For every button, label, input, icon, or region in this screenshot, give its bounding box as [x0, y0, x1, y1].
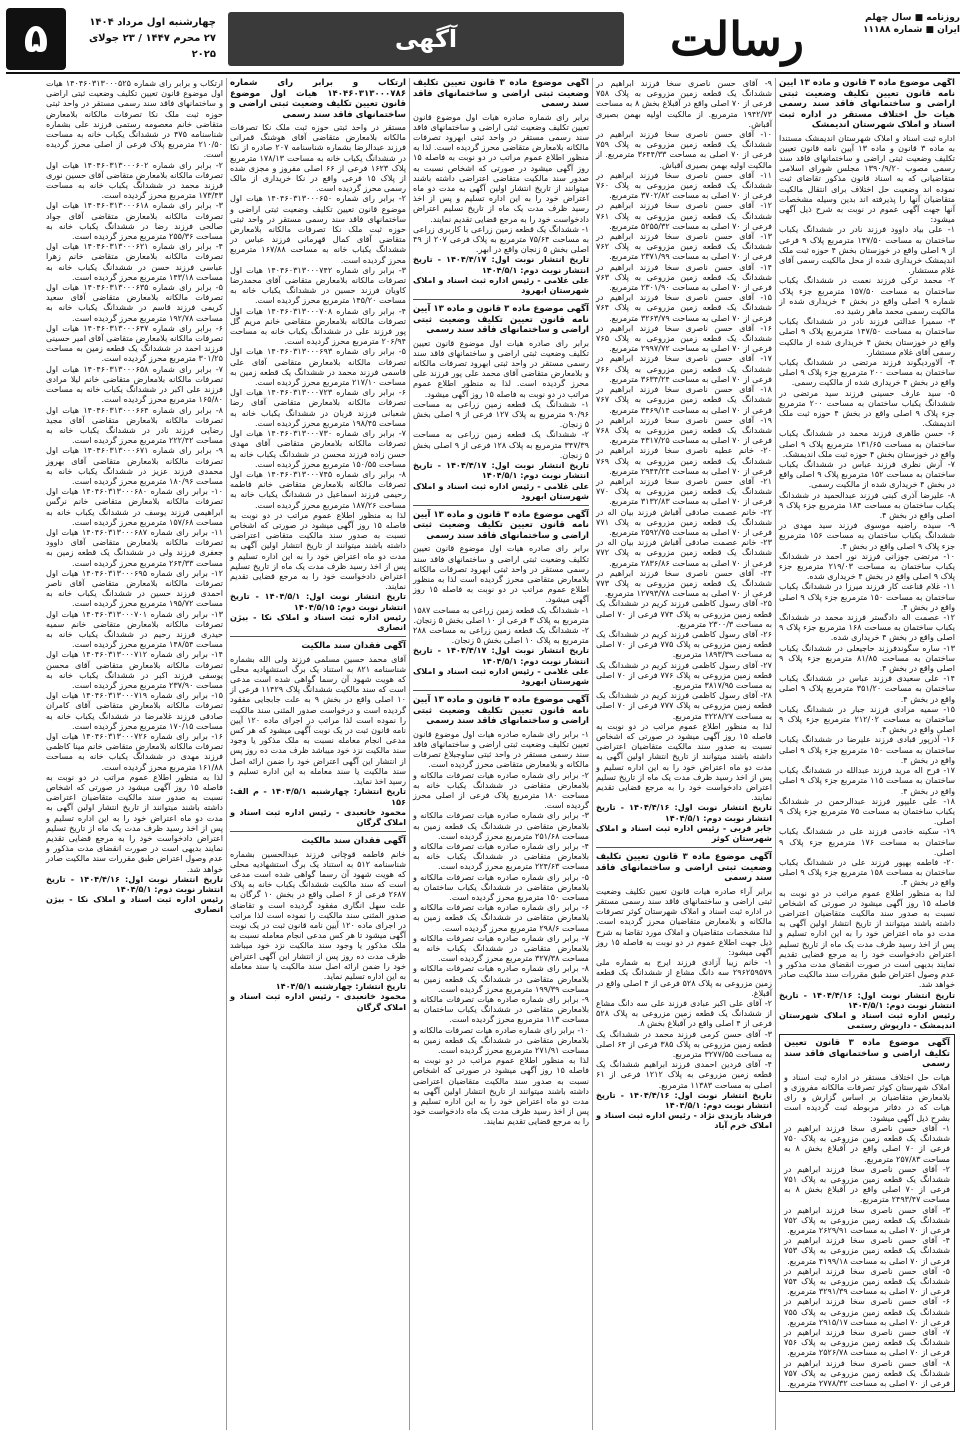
column-4 — [226, 78, 409, 1430]
ad-item: ۱۱- غلام قناعت کار فرزند میرزا در ششدانگ یکباب ساختمان به مساحت ۱۵۰ مترمربع جزء پلاک ۹ اصلی واقع در بخش ۴. — [779, 581, 955, 612]
ad-item: ۸- برابر رای شماره صادره هیات تصرفات مالکانه و بلامعارض متقاضی در ششدانگ یک قطعه زمین به مساحت ۱۹۹/۳۹ مترمربع محرز گردیده است. — [413, 963, 589, 994]
ad-item: ۵- برابر رای شماره ۱۴۰۴۶۰۳۱۳۰۰۰۶۹۳ هیات اول تصرفات مالکانه بلامعارض متقاضی آقای علی قاسمی فرزند محمد در ششدانگ یک قطعه زمین به مساحت ۲۱۷/۱۰ مترمربع محرز گردیده است. — [230, 346, 407, 388]
ad-text: خانم فاطمه قوچانی فرزند عبدالحسین بشماره شناسنامه ۵۱۲ به استناد یک برگ استشهادیه محلی که هویت شهود آن رسما گواهی شده است مدعی است که سند مالکیت ششدانگ یکباب خانه به پلاک ۲۶۸۷ فرعی از ۶ اصلی واقع در بخش ۱۰ گرگان به علت سهل انگاری مفقود گردیده است و تقاضای صدور المثنی سند مالکیت را نموده است لذا مراتب در اجرای ماده ۱۲۰ آیین نامه قانون ثبت در یک نوبت آگهی میشود تا هر کس مدعی انجام معامله نسبت به ملک مذکور یا وجود سند مالکیت نزد خود میباشد ظرف مدت ده روز پس از انتشار این آگهی اعتراض خود را ضمن ارائه اصل سند مالکیت یا سند معامله به این اداره تسلیم نماید. — [230, 848, 406, 982]
ad-item: ۱۵- برابر رای شماره ۱۴۰۴۶۰۳۱۳۰۰۰۷۱۹ هیات اول تصرفات مالکانه بلامعارض متقاضی آقای کامران صادقی فرزند غلامرضا در ششدانگ یکباب خانه به مساحت ۱۷۰/۱۵ مترمربع محرز گردیده است. — [46, 690, 223, 731]
ad-intro: ارتکاب و برابر رای شماره ۱۴۰۴۶۰۳۱۳۰۰۰۵۲۵ هیات اول موضوع قانون تعیین تکلیف وضعیت ثبتی اراضی و ساختمانهای فاقد سند رسمی مستقر در واحد ثبتی حوزه ثبت ملک نکا تصرفات مالکانه بلامعارض متقاضی خانم معصومه رستمی فرزند علی بشماره شناسنامه ۴۷۵ در ششدانگ یکباب خانه به مساحت ۲۱۰/۵۰ مترمربع پلاک فرعی از اصلی محرز گردیده است. — [46, 78, 223, 160]
dates — [66, 8, 220, 70]
ad-block — [230, 641, 406, 827]
ad-item: ۷- آرش نظری فرزند عباس در ششدانگ یکباب ساختمان به مساحت ۱۵۲ مترمربع پلاک ۹ اصلی واقع در بخش ۴ خریداری شده از مالکیت رسمی. — [779, 459, 955, 490]
ad-outro: لذا به منظور اطلاع عموم مراتب در دو نوبت به فاصله ۱۵ روز آگهی میشود در صورتی که اشخاص نسبت به صدور سند مالکیت متقاضیان اعتراضی داشته باشند میتوانند از تاریخ انتشار اولین آگهی به مدت دو ماه اعتراض خود را به این اداره تسلیم و پس از اخذ رسید ظرف مدت یک ماه از تاریخ تسلیم اعتراض دادخواست خود را به مرجع قضایی تقدیم نمایند بدیهی است در صورت انقضای مدت مذکور و عدم وصول اعتراض طبق مقررات سند مالکیت صادر خواهد شد. — [779, 887, 955, 990]
ad-item: ۸- برابر رای شماره ۱۴۰۴۶۰۳۱۳۰۰۰۶۶۴ هیات اول تصرفات مالکانه بلامعارض متقاضی آقای مجید رضایی فرزند نادر در ششدانگ یکباب خانه به مساحت ۲۲۲/۴۲ مترمربع محرز گردیده است. — [46, 404, 224, 446]
ad-title: آگهی موضوع ماده ۳ قانون و ماده ۱۳ آیین نامه قانون تعیین تکلیف وضعیت ثبتی اراضی و ساختمانهای فاقد سند رسمی هیات حل اختلاف مستقر در اداره ثبت اسناد و املاک شهرستان اندیمشک — [779, 78, 955, 130]
ad-dates: تاریخ انتشار نوبت اول: ۱۴۰۴/۴/۱۶ - تاریخ انتشار نوبت دوم: ۱۴۰۴/۵/۱ — [46, 873, 224, 895]
ad-item: ۳- برابر رای شماره ۱۴۰۴۶۰۳۱۳۰۰۰۶۱۸ هیات اول تصرفات مالکانه بلامعارض متقاضی آقای جواد صالحی فرزند رضا در ششدانگ یکباب خانه به مساحت ۲۵۵/۳۶ مترمربع محرز گردیده است. — [46, 200, 224, 242]
ad-signature: علی غلامی - رئیس اداره ثبت اسناد و املاک شهرستان ابهرود — [413, 665, 589, 687]
ad-item: ۱۷- فرح اله مرید فرزند عبدالله در ششدانگ یکباب ساختمان به مساحت ۱۱۵ مترمربع جزء پلاک ۹ اصلی واقع در بخش ۴. — [779, 765, 955, 796]
ad-item: ۱۱- برابر رای شماره ۱۴۰۴۶۰۳۱۳۰۰۰۶۸۷ هیات اول تصرفات مالکانه بلامعارض متقاضی آقای داوود جعفری فرزند ولی در ششدانگ یک قطعه زمین به مساحت ۲۶۴/۳۳ مترمربع محرز گردیده است. — [46, 526, 223, 568]
ad-item: ۱- آقای حسن ناصری سخا فرزند ابراهیم در ششدانگ یک قطعه زمین مزروعی به پلاک ۷۵۰ فرعی از ۷۰ اصلی واقع در آقبلاغ بخش ۸ به مساحت ۲۵۷/۸۳ مترمربع. — [784, 1122, 950, 1164]
ad-item: ۲۷- آقای رسول کاظمی فرزند کریم در ششدانگ یک قطعه زمین مزروعی به پلاک ۷۷۶ فرعی از ۷۰ اصلی به مساحت ۳۸۱۷/۹۵ مترمربع. — [596, 659, 773, 690]
ad-dates: تاریخ انتشار نوبت اول: ۱۴۰۴/۴/۱۶ - تاریخ انتشار نوبت دوم: ۱۴۰۴/۵/۱ — [596, 802, 772, 823]
ad-item: ۱۵- آقای حسن ناصری سخا فرزند ابراهیم در ششدانگ یک قطعه زمین مزروعی به پلاک ۷۶۴ فرعی از ۷۰ اصلی به مساحت ۳۲۶۳/۷۹ مترمربع. — [596, 292, 772, 323]
ad-item: ۸- علیرضا آذری کبنی فرزند عبدالحمید در ششدانگ یکباب ساختمان به مساحت ۱۸۴ مترمربع جزء پلاک ۹ اصلی واقع در بخش ۴. — [779, 489, 956, 521]
section-banner — [228, 12, 624, 66]
ad-item: ۱۷- آقای حسن ناصری سخا فرزند ابراهیم در ششدانگ یک قطعه زمین مزروعی به پلاک ۷۶۶ فرعی از ۷۰ اصلی به مساحت ۳۶۳۴/۲۴ مترمربع. — [596, 353, 772, 384]
ad-item: ۷- آقای حسن ناصری سخا فرزند ابراهیم در ششدانگ یک قطعه زمین مزروعی به پلاک ۷۵۶ فرعی از ۷۰ اصلی به مساحت ۲۵۲۶/۷۸ مترمربع. — [784, 1326, 950, 1358]
ad-item: ۲۳- خانم عصمت صادقی آقباش فرزند بیان اله در ششدانگ یک قطعه زمین مزروعی به پلاک ۷۷۲ فرعی از ۷۰ اصلی به مساحت ۲۸۳۶/۸۶ مترمربع. — [596, 537, 772, 568]
ad-dates: تاریخ انتشار: چهارشنبه ۱۴۰۴/۵/۱ — [275, 981, 406, 992]
ad-item: ۲- آقای حسن ناصری سخا فرزند ابراهیم در ششدانگ یک قطعه زمین مزروعی به پلاک ۷۵۱ فرعی از ۷۰ اصلی واقع در آقبلاغ بخش ۸ به مساحت ۲۴۹۳/۴۷ مترمربع. — [784, 1163, 950, 1205]
ad-item: ۹- برابر رای شماره ۱۴۰۴۶۰۳۱۳۰۰۰۶۷۱ هیات اول تصرفات مالکانه بلامعارض متقاضی آقای بهروز محمدی فرزند عزیز در ششدانگ یکباب خانه به مساحت ۱۸۰/۹۶ مترمربع محرز گردیده است. — [46, 445, 224, 486]
ad-dates: تاریخ انتشار نوبت اول: ۱۴۰۴/۵/۱ - تاریخ انتشار نوبت دوم: ۱۴۰۴/۵/۱۵ — [230, 591, 407, 612]
ad-intro: برابر رای صادره هیات اول موضوع قانون تعیین تکلیف وضعیت ثبتی اراضی و ساختمانهای فاقد سند رسمی مستقر در واحد ثبتی ابهرود تصرفات مالکانه بلامعارض متقاضی محرز گردیده است لذا به منظور اطلاع عموم مراتب در دو نوبت به فاصله ۱۵ روز آگهی میشود. — [413, 543, 589, 605]
ad-item: ۱۸- علی علیپور فرزند عبدالرحمن در ششدانگ یکباب ساختمان به مساحت ۷۵ مترمربع جزء پلاک ۹ اصلی. — [779, 795, 956, 827]
ad-dates: تاریخ انتشار نوبت اول: ۱۴۰۴/۴/۱۶ - تاریخ انتشار نوبت دوم: ۱۴۰۴/۵/۱ — [779, 989, 955, 1010]
ad-item: ۴- آلاوردیگوند فرزند مرتضی در ششدانگ یکباب ساختمان به مساحت ۲۰۰ مترمربع جزء پلاک ۹ اصلی واقع در بخش ۴ خریداری شده از مالکیت رسمی. — [779, 356, 955, 388]
column-5 — [43, 78, 226, 1430]
ad-block — [779, 78, 955, 1030]
ad-signature: علی غلامی - رئیس اداره ثبت اسناد و املاک شهرستان ابهرود — [413, 274, 589, 295]
masthead — [6, 8, 960, 70]
ad-item: ۱- ششدانگ یک قطعه زمین زراعی با کاربری زراعی به مساحت ۷۵/۶۴ مترمربع به پلاک فرعی ۲۰۷ از ۴۹ اصلی بخش ۵ زنجان واقع در ابهر. — [413, 223, 589, 255]
ad-intro: برابر آراء صادره هیات قانون تعیین تکلیف وضعیت ثبتی اراضی و ساختمانهای فاقد سند رسمی مستقر در اداره ثبت اسناد و املاک شهرستان کوثر تصرفات مالکانه و بلامعارض متقاضیان محرز گردیده است. لذا مشخصات متقاضیان و املاک مورد تقاضا به شرح ذیل جهت اطلاع عموم در دو نوبت به فاصله ۱۵ روز آگهی میشود: — [596, 885, 772, 957]
issue-info — [842, 8, 960, 70]
ad-item: ۱- علی بیاد داوود فرزند نادر در ششدانگ یکباب ساختمان به مساحت ۱۴۷/۵۰ مترمربع پلاک ۹ فرعی از ۹ اصلی واقع در خوزستان بخش ۴ حوزه ثبت ملک اندیمشک خریداری شده از محل مالکیت رسمی آقای غلام مستشار. — [779, 224, 956, 276]
ad-divider — [230, 636, 406, 637]
ad-block — [596, 78, 772, 843]
ad-block — [413, 695, 589, 1126]
ad-item: ۲۸- آقای رسول کاظمی فرزند کریم در ششدانگ یک قطعه زمین مزروعی به پلاک ۷۷۷ فرعی از ۷۰ اصلی به مساحت ۴۲۲۸/۲۷ مترمربع. — [596, 690, 773, 721]
ad-item: ۴- آقای فردین احمدی فرزند ابراهیم ششدانگ یک قطعه زمین مزروعی به پلاک ۱۲۱۲ فرعی از ۶۱ اصلی به مساحت ۱۱۳۸۳ مترمربع. — [596, 1059, 773, 1090]
ad-item: ۱۰- برابر رای شماره ۱۴۰۴۶۰۳۱۳۰۰۰۶۸۰ هیات اول تصرفات مالکانه بلامعارض متقاضی خانم نرگس ابراهیمی فرزند یوسف در ششدانگ یکباب خانه به مساحت ۱۵۷/۶۸ مترمربع محرز گردیده است. — [46, 486, 223, 527]
ad-item: ۱۶- آذرپور قبادی فرزند علیرضا در ششدانگ یکباب ساختمان به مساحت ۱۵۰ مترمربع جزء پلاک ۹ اصلی واقع در بخش ۴. — [779, 734, 955, 765]
column-1 — [775, 78, 958, 1430]
ad-signature: رئیس اداره ثبت اسناد و املاک نکا - بیژن انصاری — [46, 894, 223, 915]
ad-item: ۲- آقای علی اکبر عبادی فرزند علی سه دانگ مشاع از ششدانگ یک قطعه زمین مزروعی به پلاک ۵۲۸ فرعی از ۴ اصلی واقع در آقبلاغ بخش ۸. — [596, 997, 772, 1029]
ad-item: ۲۶- آقای رسول کاظمی فرزند کریم در ششدانگ یک قطعه زمین مزروعی به پلاک ۷۷۵ فرعی از ۷۰ اصلی به مساحت ۱۸۹۳/۳۹ مترمربع. — [596, 628, 773, 660]
ad-item: ۶- برابر رای شماره ۱۴۰۴۶۰۳۱۳۰۰۰۶۴۷ هیات اول تصرفات مالکانه بلامعارض متقاضی آقای امیر حسینی فرزند احمد در ششدانگ یک قطعه زمین به مساحت ۳۰۱/۲۵ مترمربع محرز گردیده است. — [46, 322, 224, 364]
column-2 — [592, 78, 775, 1430]
ad-item: ۷- برابر رای شماره صادره هیات تصرفات مالکانه و بلامعارض متقاضی در ششدانگ یکباب خانه به مساحت ۳۲۷/۳۸ مترمربع محرز گردیده است. — [413, 932, 589, 964]
ad-signature: محمود خانعبدی - رئیس اداره ثبت اسناد و املاک گرگان — [230, 991, 406, 1012]
ad-item: ۵- سید عارف حسینی فرزند سید مرتضی در ششدانگ یکباب ساختمان به مساحت ۲۰۰ مترمربع جزء پلاک ۹ اصلی واقع در بخش ۴ حوزه ثبت ملک اندیمشک. — [779, 387, 955, 429]
ad-title: ارتکاب و برابر رای شماره ۱۴۰۴۶۰۳۱۳۰۰۰۷۸۶ هیات اول موضوع قانون تعیین تکلیف وضعیت ثبتی اراضی و ساختمانهای فاقد سند رسمی — [230, 78, 406, 120]
ad-title: آگهی فقدان سند مالکیت — [301, 836, 406, 847]
ad-item: ۱۴- علی سعیدی فرزند عباس در ششدانگ یکباب ساختمان به مساحت ۳۵۱/۲۰ مترمربع پلاک ۹ اصلی واقع در بخش ۴. — [779, 673, 955, 704]
ad-item: ۱۲- آقای حسن ناصری سخا فرزند ابراهیم در ششدانگ یک قطعه زمین مزروعی به پلاک ۷۶۱ فرعی از ۷۰ اصلی به مساحت ۵۲۵۵/۳۲ مترمربع. — [596, 200, 772, 231]
date-line-2: ۲۷ محرم ۱۴۴۷ / ۲۳ جولای ۲۰۲۵ — [89, 33, 216, 60]
ad-block — [596, 852, 772, 1130]
ad-item: ۵- برابر رای شماره صادره هیات تصرفات مالکانه و بلامعارض متقاضی در ششدانگ یکباب ساختمان به مساحت ۱۵۰ مترمربع محرز گردیده است. — [413, 871, 589, 902]
ad-dates: تاریخ انتشار نوبت اول: ۱۴۰۴/۴/۱۷ - تاریخ انتشار نوبت دوم: ۱۴۰۴/۵/۱ — [413, 254, 589, 275]
ad-item: ۹- سیده راضیه موسوی فرزند سید مهدی در ششدانگ یکباب ساختمان به مساحت ۱۵۶ مترمربع جزء پلاک ۹ اصلی واقع در بخش ۴. — [779, 520, 955, 551]
ad-item: ۱۳- آقای حسن ناصری سخا فرزند ابراهیم در ششدانگ یک قطعه زمین مزروعی به پلاک ۷۶۲ فرعی از ۷۰ اصلی به مساحت ۲۳۷۱/۹۹ مترمربع. — [596, 231, 772, 262]
ad-item: ۹- آقای حسن ناصری سخا فرزند ابراهیم در ششدانگ یک قطعه زمین مزروعی به پلاک ۷۵۸ فرعی از ۷۰ اصلی واقع در آقبلاغ بخش ۸ به مساحت ۱۹۴۲/۷۳ مترمربع. از مالکیت اولیه بهمن بصیری آقباش. — [596, 78, 772, 129]
ad-divider — [596, 847, 772, 848]
ad-item: ۴- آقای حسن ناصری سخا فرزند ابراهیم در ششدانگ یک قطعه زمین مزروعی به پلاک ۷۵۳ فرعی از ۷۰ اصلی به مساحت ۴۱۹۹/۱۸ مترمربع. — [784, 1235, 950, 1266]
ad-intro: هیات حل اختلاف مستقر در اداره ثبت اسناد و املاک شهرستان کوثر تصرفات مالکانه مفروزی و بلامعارض متقاضیان بر اساس گزارش و رای هیات که در دفاتر مربوطه ثبت گردیده است بشرح ذیل آگهی میشود: — [784, 1071, 950, 1123]
section-title: آگهی — [394, 25, 458, 53]
page-number: ۵ — [6, 8, 66, 70]
ad-item: ۱۳- ساره سگوندفرزند حاجیعلی در ششدانگ یکباب ساختمان به مساحت ۸۱/۸۵ مترمربع جزء پلاک ۹ اصلی واقع در بخش ۴. — [779, 642, 955, 674]
ad-item: ۱۹- آقای حسن ناصری سخا فرزند ابراهیم در ششدانگ یک قطعه زمین مزروعی به پلاک ۷۶۸ فرعی از ۷۰ اصلی به مساحت ۴۳۱۷/۲۵ مترمربع. — [596, 414, 772, 446]
ad-title: آگهی موضوع ماده ۳ قانون و ماده ۱۳ آیین نامه قانون تعیین تکلیف وضعیت ثبتی اراضی و ساختمانهای فاقد سند رسمی — [413, 304, 589, 336]
ad-outro: لذا به منظور اطلاع عموم مراتب در دو نوبت به فاصله ۱۵ روز آگهی میشود در صورتی که اشخاص نسبت به صدور سند مالکیت متقاضی اعتراضی داشته باشند میتوانند از تاریخ انتشار اولین آگهی به مدت دو ماه اعتراض خود را به این اداره تسلیم و پس از اخذ رسید ظرف مدت یک ماه از تاریخ تسلیم اعتراض دادخواست خود را به مرجع قضایی تقدیم نمایند. — [230, 509, 406, 592]
column-3 — [409, 78, 592, 1430]
ad-item: ۵- برابر رای شماره ۱۴۰۴۶۰۳۱۳۰۰۰۶۳۵ هیات اول تصرفات مالکانه بلامعارض متقاضی آقای سعید کریمی فرزند قاسم در ششدانگ یکباب خانه به مساحت ۱۹۲/۷۸ مترمربع محرز گردیده است. — [46, 282, 224, 323]
ad-title: آگهی موضوع ماده ۳ قانون تعیین تکلیف وضعیت ثبتی اراضی و ساختمانهای فاقد سند رسمی — [596, 852, 772, 884]
ad-item: ۲۰- فاطمه بهپور فرزند علی در ششدانگ یکباب ساختمان به مساحت ۱۵۸ مترمربع جزء پلاک ۹ اصلی واقع در بخش ۴. — [779, 856, 955, 888]
ad-item: ۱۴- آقای حسن ناصری سخا فرزند ابراهیم در ششدانگ یک قطعه زمین مزروعی به پلاک ۷۶۳ فرعی از ۷۰ اصلی به مساحت ۲۳۰۱/۹۰ مترمربع. — [596, 261, 772, 293]
ad-item: ۲- برابر رای شماره صادره هیات تصرفات مالکانه و بلامعارض متقاضی در ششدانگ یکباب خانه به مساحت ۱۸۰ مترمربع پلاک فرعی از اصلی محرز گردیده است. — [413, 769, 590, 811]
ad-signature: رئیس اداره ثبت اسناد و املاک نکا - بیژن انصاری — [230, 611, 406, 632]
logo-box — [632, 8, 842, 70]
ad-columns — [8, 78, 958, 1430]
ad-divider — [230, 831, 406, 832]
ad-intro: مستقر در واحد ثبتی حوزه ثبت ملک نکا تصرفات مالکانه بلامعارض متقاضی آقای هوشنگ قمرانی فرزند عبدالرضا بشماره شناسنامه ۲۰۷ صادره از نکا در ششدانگ یکباب خانه به مساحت ۱۷۸/۱۳ مترمربع پلاک ۱۶۲۳ فرعی از ۶۶ اصلی مفروز و مجزی شده از پلاک ۱۵ فرعی واقع در نکا خریداری از مالک رسمی محرز گردیده است. — [230, 122, 407, 194]
ad-item: ۸- برابر رای شماره ۱۴۰۴۶۰۳۱۳۰۰۰۷۴۵ هیات اول تصرفات مالکانه بلامعارض متقاضی خانم فاطمه رحیمی فرزند اسماعیل در ششدانگ یکباب خانه به مساحت ۱۸۷/۲۶ مترمربع محرز گردیده است. — [230, 468, 407, 510]
ad-block — [779, 1034, 955, 1392]
ad-item: ۱- ششدانگ یک قطعه زمین زراعی به مساحت ۱۵۸۷ مترمربع به پلاک ۳ فرعی از ۱۰ اصلی بخش ۵ زنجان. — [413, 604, 589, 625]
ad-item: ۹- برابر رای شماره صادره هیات تصرفات مالکانه و بلامعارض متقاضی در ششدانگ یکباب ساختمان به مساحت ۱۱۳ مترمربع محرز گردیده است. — [413, 994, 589, 1025]
ad-signature: علی غلامی - رئیس اداره ثبت اسناد و املاک شهرستان ابهرود — [413, 480, 589, 501]
ad-text: آقای محمد حسین مسلمی فرزند ولی الله بشماره شناسنامه ۸۲۱ به استناد یک برگ استشهادیه محلی که هویت شهود آن رسما گواهی شده است مدعی است که سند مالکیت ششدانگ پلاک ۱۱۴۲۹ فرعی از ۱۰ اصلی واقع در بخش ۹ به علت جابجایی مفقود گردیده است و درخواست صدور المثنی سند مالکیت را نموده است لذا مراتب در اجرای ماده ۱۲۰ آیین نامه قانون ثبت در یک نوبت آگهی میشود که هر کس مدعی انجام معامله نسبت به ملک مذکور یا وجود سند مالکیت نزد خود میباشد ظرف مدت ده روز پس از انتشار این آگهی اعتراض خود را ضمن ارائه اصل سند مالکیت یا سند معامله به این اداره تسلیم و رسید اخذ نماید. — [230, 653, 406, 787]
ad-item: ۲۰- خانم عطیه ناصری سخا فرزند ابراهیم در ششدانگ یک قطعه زمین مزروعی به پلاک ۷۶۹ فرعی از ۷۰ اصلی به مساحت ۲۹۴۴/۲۴ مترمربع. — [596, 445, 772, 476]
ad-block — [230, 78, 406, 632]
ad-item: ۱۶- برابر رای شماره ۱۴۰۴۶۰۳۱۳۰۰۰۷۲۶ هیات اول تصرفات مالکانه بلامعارض متقاضی خانم مینا کاظمی فرزند مهدی در ششدانگ یکباب خانه به مساحت ۱۶۱/۸۸ مترمربع محرز گردیده است. — [46, 731, 223, 772]
issue-info-line1: روزنامه ■ سال چهلم — [865, 13, 960, 23]
ad-item: ۶- برابر رای شماره ۱۴۰۴۶۰۳۱۳۰۰۰۷۲۳ هیات اول تصرفات مالکانه بلامعارض متقاضی آقای رضا شعبانی فرزند قربان در ششدانگ یکباب خانه به مساحت ۱۹۸/۴۵ مترمربع محرز گردیده است. — [230, 387, 407, 428]
ad-block — [413, 78, 589, 295]
ad-item: ۷- برابر رای شماره ۱۴۰۴۶۰۳۱۳۰۰۰۶۵۸ هیات اول تصرفات مالکانه بلامعارض متقاضی خانم لیلا مرادی فرزند علی اکبر در ششدانگ یکباب خانه به مساحت ۱۶۵/۸۰ مترمربع محرز گردیده است. — [46, 363, 224, 405]
ad-item: ۳- آقای حسن کرمی فرزند محمد در ششدانگ یک قطعه زمین مزروعی به پلاک ۳۸۵ فرعی از ۶۴ اصلی به مساحت ۳۲۷۷/۵۵ مترمربع. — [596, 1028, 773, 1059]
newspaper-logo: رسالت — [670, 12, 804, 66]
ad-intro: برابر رای شماره صادره هیات اول موضوع قانون تعیین تکلیف وضعیت ثبتی اراضی و ساختمانهای فاقد سند رسمی مستقر در واحد ثبتی ابهرود تصرفات مالکانه بلامعارض متقاضی محرز گردیده است. لذا به منظور اطلاع عموم مراتب در دو نوبت به فاصله ۱۵ روز آگهی میشود در صورتی که اشخاص نسبت به صدور سند مالکیت متقاضی اعتراضی داشته باشند میتوانند از تاریخ انتشار اولین آگهی به مدت دو ماه اعتراض خود را به این اداره تسلیم و پس از اخذ رسید ظرف مدت یک ماه از تاریخ تسلیم اعتراض دادخواست خود را به مرجع قضایی تقدیم نمایند. — [413, 111, 589, 224]
ad-item: ۶- حسن طاهری فرزند محمد در ششدانگ یکباب ساختمان به مساحت ۱۳۱/۶۵ مترمربع پلاک ۹ اصلی واقع در خوزستان بخش ۴ حوزه ثبت ملک اندیمشک. — [779, 428, 955, 459]
ad-item: ۱۰- مرتضی جوزانی فرزند نور احمد در ششدانگ یکباب ساختمان به مساحت ۲۱۹/۰۳ مترمربع جزء پلاک ۹ اصلی واقع در بخش ۴ خریداری شده. — [779, 550, 955, 582]
ad-block — [413, 510, 589, 686]
ad-item: ۶- آقای حسن ناصری سخا فرزند ابراهیم در ششدانگ یک قطعه زمین مزروعی به پلاک ۷۵۵ فرعی از ۷۰ اصلی به مساحت ۲۹۱۵/۱۷ مترمربع. — [784, 1296, 950, 1327]
ad-item: ۱- برابر رای شماره صادره هیات اول موضوع قانون تعیین تکلیف وضعیت ثبتی اراضی و ساختمانهای فاقد سند رسمی مستقر در واحد ثبتی ساوجبلاغ تصرفات مالکانه و بلامعارض متقاضی محرز گردیده است. — [413, 728, 589, 770]
ad-outro: لذا به منظور اطلاع عموم مراتب در دو نوبت به فاصله ۱۵ روز آگهی میشود در صورتی که اشخاص نسبت به صدور سند مالکیت متقاضیان اعتراضی داشته باشند میتوانند از تاریخ انتشار اولین آگهی به مدت دو ماه اعتراض خود را به این اداره تسلیم و پس از اخذ رسید ظرف مدت یک ماه از تاریخ تسلیم اعتراض دادخواست خود را به مرجع قضایی تقدیم نمایند. — [596, 720, 772, 803]
ad-signature: فرشاد بازیدی نژاد - رئیس اداره ثبت اسناد و املاک خرم آباد — [596, 1110, 772, 1131]
ad-title: آگهی موضوع ماده ۳ قانون و ماده ۱۳ آیین نامه قانون تعیین تکلیف وضعیت ثبتی اراضی و ساختمانهای فاقد سند رسمی — [413, 695, 589, 727]
ad-item: ۳- برابر رای شماره صادره هیات تصرفات مالکانه و بلامعارض متقاضی در ششدانگ یک قطعه زمین به مساحت ۲۵۱/۶۸ مترمربع محرز گردیده است. — [413, 810, 589, 841]
ad-signature: رئیس اداره ثبت اسناد و املاک شهرستان اندیمشک - داریوش رستمی — [779, 1009, 955, 1031]
issue-info-line2: ایران ■ شماره ۱۱۱۸۸ — [863, 25, 960, 35]
ad-item: ۸- آقای حسن ناصری سخا فرزند ابراهیم در ششدانگ یک قطعه زمین مزروعی به پلاک ۷۵۷ فرعی از ۷۰ اصلی به مساحت ۲۷۷۸/۳۲ مترمربع. — [784, 1357, 950, 1388]
ad-item: ۱۴- برابر رای شماره ۱۴۰۴۶۰۳۱۳۰۰۰۷۱۲ هیات اول تصرفات مالکانه بلامعارض متقاضی آقای محسن یوسفی فرزند اکبر در ششدانگ یکباب خانه به مساحت ۲۳۷/۹۰ مترمربع محرز گردیده است. — [46, 649, 223, 690]
ad-intro: اداره ثبت اسناد و املاک شهرستان اندیمشک مستندا به ماده ۳ قانون و ماده ۱۳ آیین نامه قانون تعیین تکلیف وضعیت ثبتی اراضی و ساختمانهای فاقد سند رسمی مصوب ۱۳۹۰/۹/۲۰ مجلس شورای اسلامی متقاضیانی که به اسناد قانون مذکور تقاضای ثبت نموده اند وضعیت حل اختلاف برای انتقال مالکیت متقاضیان آنها را پذیرفته اند بدین وسیله مشخصات آنها جهت آگهی عموم در نوبت به شرح ذیل آگهی میشود: — [779, 132, 955, 225]
ad-dates: تاریخ انتشار نوبت اول: ۱۴۰۴/۴/۱۷ - تاریخ انتشار نوبت دوم: ۱۴۰۴/۵/۱ — [413, 645, 589, 666]
ad-divider — [413, 690, 589, 691]
ad-outro: لذا به منظور اطلاع عموم مراتب در دو نوبت به فاصله ۱۵ روز آگهی میشود در صورتی که اشخاص نسبت به صدور سند مالکیت متقاضیان اعتراضی داشته باشند میتوانند از تاریخ انتشار اولین آگهی به مدت دو ماه اعتراض خود را به این اداره تسلیم و پس از اخذ رسید ظرف مدت یک ماه از تاریخ تسلیم اعتراض دادخواست خود را به مرجع قضایی تقدیم نمایند بدیهی است در صورت انقضای مدت مذکور و عدم وصول اعتراض طبق مقررات سند مالکیت صادر خواهد شد. — [46, 771, 223, 874]
ad-item: ۱۶- آقای حسن ناصری سخا فرزند ابراهیم در ششدانگ یک قطعه زمین مزروعی به پلاک ۷۶۵ فرعی از ۷۰ اصلی به مساحت ۲۹۹۷/۷۲ مترمربع. — [596, 322, 772, 354]
ad-divider — [413, 299, 589, 300]
ad-intro: برابر رای صادره هیات اول موضوع قانون تعیین تکلیف وضعیت ثبتی اراضی و ساختمانهای فاقد سند رسمی مستقر در واحد ثبتی ابهرود تصرفات مالکانه و بلامعارض متقاضی آقای محمد علی پور فرزند علی محرز گردیده است. لذا به منظور اطلاع عموم مراتب در دو نوبت به فاصله ۱۵ روز آگهی میشود. — [413, 337, 589, 399]
ad-item: ۲- ششدانگ یک قطعه زمین زراعی به مساحت ۳۴۷/۳۹ مترمربع به پلاک ۱۲۸ فرعی از ۹ اصلی بخش ۵ زنجان. — [413, 429, 589, 460]
ad-divider — [413, 505, 589, 506]
ad-item: ۲- ششدانگ یک قطعه زمین زراعی به مساحت ۲۸۸ مترمربع به پلاک ۱۰ اصلی بخش ۵ زنجان. — [413, 625, 589, 646]
ad-item: ۱۲- برابر رای شماره ۱۴۰۴۶۰۳۱۳۰۰۰۶۹۵ هیات اول تصرفات مالکانه بلامعارض متقاضی آقای ناصر احمدی فرزند حسین در ششدانگ یکباب خانه به مساحت ۱۹۵/۷۲ مترمربع محرز گردیده است. — [46, 567, 223, 609]
ad-item: ۲۴- آقای حسن ناصری سخا فرزند ابراهیم در ششدانگ یک قطعه زمین مزروعی به پلاک ۷۷۳ فرعی از ۷۰ اصلی به مساحت ۱۲۷۹۳/۷۸ مترمربع. — [596, 567, 772, 599]
ad-item: ۱۸- آقای حسن ناصری سخا فرزند ابراهیم در ششدانگ یک قطعه زمین مزروعی به پلاک ۷۶۷ فرعی از ۷۰ اصلی به مساحت ۳۴۶۹/۱۴ مترمربع. — [596, 384, 772, 415]
ad-item: ۱۹- سکینه خادمی فرزند علی در ششدانگ یکباب ساختمان به مساحت ۱۷۶ مترمربع جزء پلاک ۹ اصلی. — [779, 826, 955, 857]
ad-item: ۱۰- آقای حسن ناصری سخا فرزند ابراهیم در ششدانگ یک قطعه زمین مزروعی به پلاک ۷۵۹ فرعی از ۷۰ اصلی به مساحت ۳۶۴۴/۳۳ مترمربع. از مالکیت اولیه بهمن بصیری آقباش. — [596, 129, 772, 170]
ad-item: ۳- آقای حسن ناصری سخا فرزند ابراهیم در ششدانگ یک قطعه زمین مزروعی به پلاک ۷۵۲ فرعی از ۷۰ اصلی به مساحت ۲۶۲۹/۹۱ مترمربع. — [784, 1204, 950, 1235]
ad-item: ۲- برابر رای شماره ۱۴۰۴۶۰۳۱۳۰۰۰۶۵۰ هیات اول موضوع قانون تعیین تکلیف وضعیت ثبتی اراضی و ساختمانهای فاقد سند رسمی مستقر در واحد ثبتی حوزه ثبت ملک نکا تصرفات مالکانه بلامعارض متقاضی آقای کمال قهرمانی فرزند عباس در ششدانگ یکباب خانه به مساحت ۱۶۷/۸۸ مترمربع محرز گردیده است. — [230, 193, 407, 265]
ad-dates: تاریخ انتشار نوبت اول: ۱۴۰۴/۴/۱۷ - تاریخ انتشار نوبت دوم: ۱۴۰۴/۵/۱ — [413, 460, 589, 481]
ad-dates: تاریخ انتشار: چهارشنبه ۱۴۰۴/۵/۱ - م الف: ۱۵۶ — [230, 786, 407, 807]
ad-item: ۳- برابر رای شماره ۱۴۰۴۶۰۳۱۳۰۰۰۷۴۲ هیات اول تصرفات مالکانه بلامعارض متقاضی آقای محمدرضا کاویان فرزند حسین در ششدانگ یکباب خانه به مساحت ۱۴۵/۲۰ مترمربع محرز گردیده است. — [230, 264, 407, 306]
ad-item: ۴- برابر رای شماره ۱۴۰۴۶۰۳۱۳۰۰۰۶۲۱ هیات اول تصرفات مالکانه بلامعارض متقاضی خانم زهرا عباسی فرزند حسن در ششدانگ یکباب خانه به مساحت ۱۴۳/۱۸ مترمربع محرز گردیده است. — [46, 241, 224, 282]
ad-dates: تاریخ انتشار نوبت اول: ۱۴۰۴/۴/۱۶ - تاریخ انتشار نوبت دوم: ۱۴۰۴/۵/۱ — [596, 1089, 772, 1110]
ad-block — [46, 78, 223, 915]
ad-signature: جابر قربی - رئیس اداره ثبت اسناد و املاک شهرستان کوثر — [596, 822, 772, 844]
ad-item: ۲۲- خانم عصمت صادقی آقباش فرزند بیان اله در ششدانگ یک قطعه زمین مزروعی به پلاک ۷۷۱ فرعی از ۷۰ اصلی به مساحت ۲۵۹۲/۷۵ مترمربع. — [596, 506, 772, 537]
ad-block — [413, 304, 589, 501]
ad-item: ۱- خانم زیبا آزادی فرزند ایرج به شماره ملی ۲۹۶۲۵۹۵۷۹ سه دانگ مشاع از ششدانگ یک قطعه زمین مزروعی به پلاک ۵۲۸ فرعی از ۴ اصلی واقع در آقبلاغ. — [596, 957, 772, 998]
ad-block — [230, 836, 406, 1012]
ad-item: ۱۵- سمیه مرادی فرزند جبار در ششدانگ یکباب ساختمان به مساحت ۲۱۲/۰۲ مترمربع جزء پلاک ۹ اصلی واقع در بخش ۴. — [779, 703, 955, 735]
ad-item: ۱۰- برابر رای شماره صادره هیات تصرفات مالکانه و بلامعارض متقاضی در ششدانگ یک قطعه زمین به مساحت ۲۷۱/۹۱ مترمربع محرز گردیده است. — [413, 1024, 589, 1056]
ad-item: ۲- برابر رای شماره ۱۴۰۴۶۰۳۱۳۰۰۰۶۰۲ هیات اول تصرفات مالکانه بلامعارض متقاضی آقای حسین نوری فرزند محمد در ششدانگ یکباب خانه به مساحت ۱۷۳/۴۳ مترمربع محرز گردیده است. — [46, 159, 224, 201]
ad-item: ۲۵- آقای رسول کاظمی فرزند کریم در ششدانگ یک قطعه زمین مزروعی به پلاک ۷۷۴ فرعی از ۷۰ اصلی به مساحت ۲۳۰۰/۳ مترمربع. — [596, 598, 773, 629]
ad-item: ۵- آقای حسن ناصری سخا فرزند ابراهیم در ششدانگ یک قطعه زمین مزروعی به پلاک ۷۵۴ فرعی از ۷۰ اصلی به مساحت ۳۲۹۱/۳۹ مترمربع. — [784, 1265, 950, 1297]
ad-outro: لذا به منظور اطلاع عموم مراتب در دو نوبت به فاصله ۱۵ روز آگهی میشود در صورتی که اشخاص نسبت به صدور سند مالکیت متقاضیان اعتراضی داشته باشند میتوانند از تاریخ انتشار اولین آگهی به مدت دو ماه اعتراض خود را به این اداره تسلیم و پس از اخذ رسید ظرف مدت یک ماه دادخواست خود را به مرجع قضایی تقدیم نمایند. — [413, 1055, 589, 1127]
ad-signature: محمود خانعبدی - رئیس اداره ثبت اسناد و املاک گرگان — [230, 806, 406, 827]
ad-title: آگهی موضوع ماده ۳ قانون تعیین تکلیف وضعیت ثبتی اراضی و ساختمانهای فاقد سند رسمی — [413, 78, 589, 109]
ad-title: آگهی موضوع ماده ۳ قانون و ماده ۱۳ آیین نامه قانون تعیین تکلیف وضعیت ثبتی اراضی و ساختمانهای فاقد سند رسمی — [413, 509, 589, 541]
ad-item: ۲- محمد ترکی فرزند نعمت در ششدانگ یکباب ساختمان به مساحت ۱۵۷/۵۰ مترمربع جزء پلاک شماره ۹ اصلی واقع در بخش ۴ خریداری شده از مالکیت رسمی محمد ماهر رشید ده. — [779, 275, 955, 316]
masthead-rule — [6, 72, 960, 74]
ad-item: ۷- برابر رای شماره ۱۴۰۴۶۰۳۱۳۰۰۰۷۳۰ هیات اول تصرفات مالکانه بلامعارض متقاضی آقای مهدی حسن زاده فرزند محسن در ششدانگ یکباب خانه به مساحت ۱۵۰/۵۵ مترمربع محرز گردیده است. — [230, 428, 407, 469]
ad-item: ۱۳- برابر رای شماره ۱۴۰۴۶۰۳۱۳۰۰۰۷۰۱ هیات اول تصرفات مالکانه بلامعارض متقاضی خانم سمیه حیدری فرزند رحیم در ششدانگ یکباب خانه به مساحت ۱۴۸/۵۴ مترمربع محرز گردیده است. — [46, 608, 223, 650]
ad-item: ۱- ششدانگ یک قطعه زمین زراعی به مساحت ۹۰/۹۶ مترمربع به پلاک ۱۲۷ فرعی از ۹ اصلی بخش ۵ زنجان. — [413, 398, 589, 430]
date-line: چهارشنبه اول مرداد ۱۴۰۴ — [89, 17, 216, 28]
ad-item: ۳- سمیرا عدالتی فرزند نادر در ششدانگ یکباب ساختمان به مساحت ۱۴۷/۵۰ مترمربع پلاک ۹ اصلی واقع در خوزستان بخش ۴ خریداری شده از مالکیت رسمی آقای غلام مستشار. — [779, 316, 955, 357]
ad-title: آگهی فقدان سند مالکیت — [301, 641, 406, 652]
ad-item: ۱۱- آقای حسن ناصری سخا فرزند ابراهیم در ششدانگ یک قطعه زمین مزروعی به پلاک ۷۶۰ فرعی از ۷۰ اصلی به مساحت ۳۷۰۲/۸۲ مترمربع. — [596, 169, 772, 201]
ad-item: ۴- برابر رای شماره ۱۴۰۴۶۰۳۱۳۰۰۰۷۰۸ هیات اول تصرفات مالکانه بلامعارض متقاضی خانم مریم گل پور فرزند علی در ششدانگ یکباب خانه به مساحت ۲۰۶/۹۴ مترمربع محرز گردیده است. — [230, 305, 407, 347]
ad-item: ۱۲- عصمت اله دادگستر فرزند محمد در ششدانگ یکباب ساختمان به مساحت ۱۶۸ مترمربع جزء پلاک ۹ اصلی واقع در بخش ۴ خریداری شده. — [779, 612, 956, 643]
ad-item: ۲۱- آقای حسن ناصری سخا فرزند ابراهیم در ششدانگ یک قطعه زمین مزروعی به پلاک ۷۷۰ فرعی از ۷۰ اصلی به مساحت ۳۱۳۲/۸۳ مترمربع. — [596, 475, 772, 507]
ad-item: ۴- برابر رای شماره صادره هیات تصرفات مالکانه و بلامعارض متقاضی در ششدانگ یکباب خانه به مساحت ۲۲۴/۶۳ مترمربع محرز گردیده است. — [413, 840, 589, 872]
ad-title: آگهی موضوع ماده ۳ قانون تعیین تکلیف اراضی و ساختمانهای فاقد سند رسمی — [784, 1038, 950, 1070]
ad-item: ۶- برابر رای شماره صادره هیات تصرفات مالکانه و بلامعارض متقاضی در ششدانگ یک قطعه زمین به مساحت ۲۹۸/۶ مترمربع محرز گردیده است. — [413, 902, 589, 933]
